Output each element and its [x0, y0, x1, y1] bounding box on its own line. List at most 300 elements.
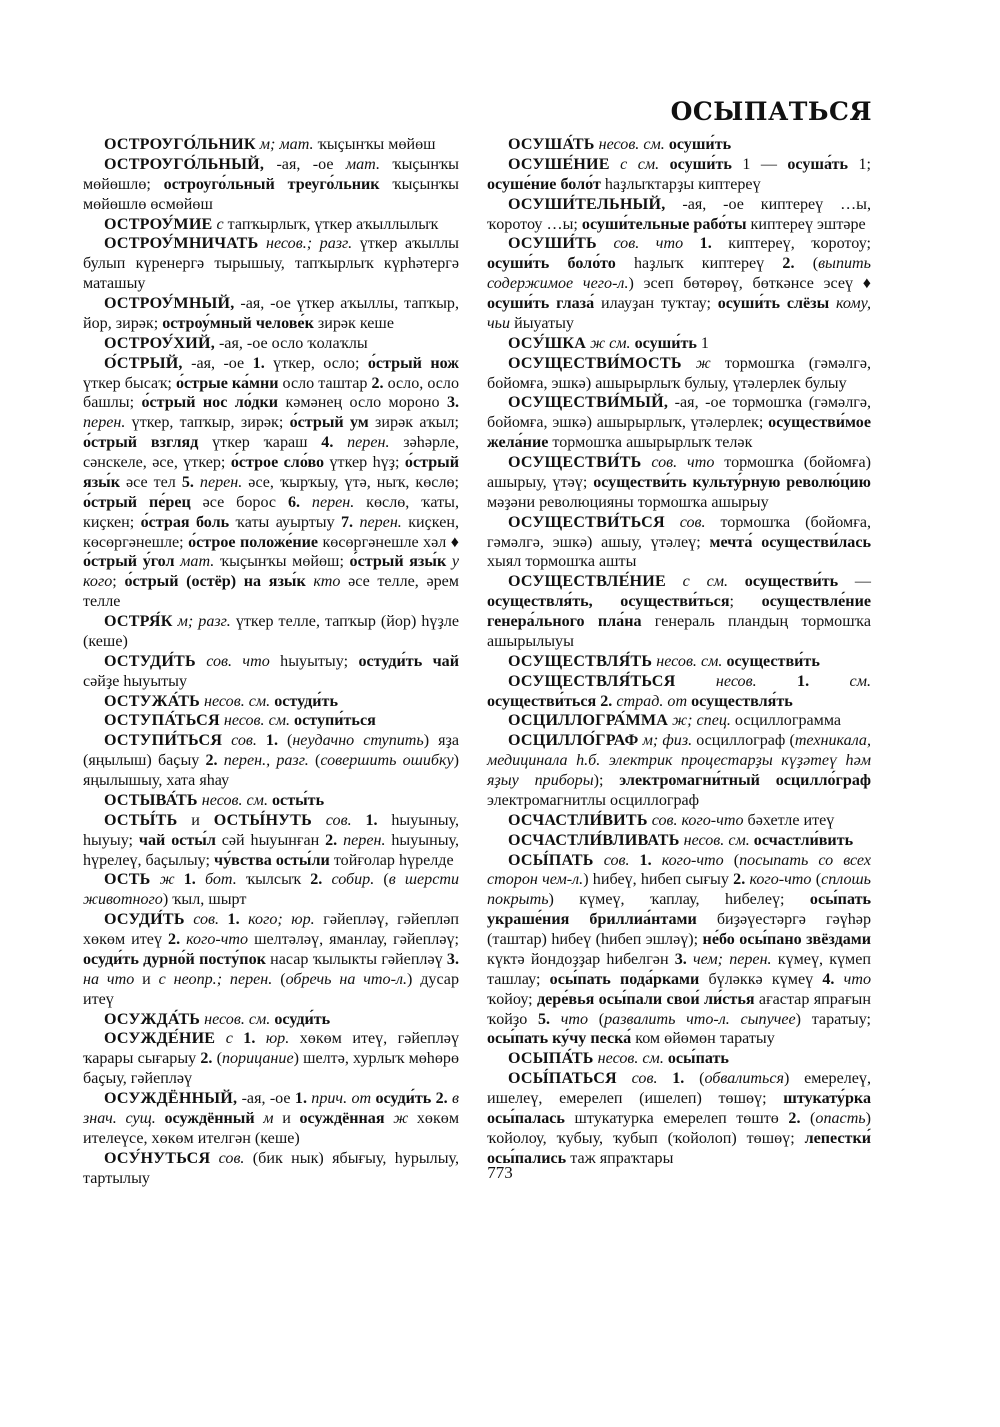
italic-label: в шерсти животного — [83, 871, 460, 909]
italic-label: сов. — [311, 811, 352, 829]
bold-phrase: 2. — [782, 255, 795, 273]
headword: ОСТУДИ́ТЬ — [104, 652, 196, 670]
italic-label: ж см. — [586, 334, 631, 352]
dictionary-entry — [487, 672, 871, 712]
italic-label: с — [215, 1030, 233, 1048]
definition-text: осло таштар — [278, 374, 372, 392]
definition-text: и — [134, 970, 159, 988]
definition-text: ( — [212, 1050, 222, 1068]
italic-label: сов. что — [641, 454, 715, 471]
bold-phrase: осуши́ть — [630, 334, 697, 352]
italic-label: несов. см. — [200, 1010, 271, 1028]
definition-text: һаҙлыҡ киптереү — [615, 255, 783, 273]
italic-label: перен. — [353, 513, 402, 531]
bold-phrase: осуществи́ть — [722, 652, 820, 670]
headword: ОСТРОУГО́ЛЬНЫЙ, — [104, 155, 265, 173]
dictionary-entry — [83, 652, 459, 692]
definition-text: әсе, ҡырҡыу, үтә, ныҡ, көслө; — [242, 473, 459, 491]
definition-text: (бик нык) ябығыу, һурылыу, тартылыу — [83, 1149, 459, 1187]
italic-label: техникала, медицинала һ.б. электрик процестарҙы күҙәтеү һәм яҙыу приборы — [487, 732, 871, 789]
italic-label: кого-что — [180, 931, 249, 948]
headword: ОСТЫ́ТЬ — [104, 811, 178, 829]
definition-text: көсөргәнешле хәл — [318, 533, 451, 551]
bold-phrase: о́стрый язы́к — [349, 553, 447, 571]
bold-phrase: о́строе положе́ние — [188, 533, 319, 551]
italic-label: несов. см. — [197, 791, 268, 809]
headword: ОСТРЯ́К — [104, 613, 173, 630]
bold-phrase: штукату́рка осы́палась — [487, 1090, 871, 1127]
dictionary-entry — [487, 513, 871, 573]
dictionary-entry — [83, 1029, 459, 1089]
bold-phrase: осуша́ть — [787, 155, 849, 173]
definition-text: күктә йондоҙҙар һибелгән — [487, 950, 675, 968]
italic-label: несов. — [675, 672, 757, 690]
definition-text: -ая, -ое осло ҡолаҡлы — [214, 334, 368, 352]
definition-text: и — [273, 1109, 300, 1127]
italic-label: страд. от — [612, 692, 688, 710]
definition-text: ( — [811, 871, 822, 889]
dictionary-entry — [487, 831, 871, 851]
italic-label: сов. что — [195, 652, 270, 670]
dictionary-entry — [487, 195, 871, 235]
definition-text: -ая, -ое — [182, 354, 253, 372]
dictionary-entry — [83, 234, 459, 294]
bold-phrase: ♦ о́стрый у́гол — [83, 533, 459, 571]
definition-text: тормошҡа (бойомға) ашырыу, үтәү; — [487, 454, 871, 491]
headword: ОСУЖДЕ́НИЕ — [104, 1030, 216, 1048]
italic-label: кому, чьи — [487, 295, 871, 332]
dictionary-entry — [487, 393, 871, 453]
definition-text: әсе борос — [190, 493, 288, 511]
bold-phrase: 2. — [733, 871, 746, 889]
bold-phrase: 4. — [822, 970, 835, 988]
italic-label: перен. — [337, 831, 386, 849]
italic-label: ж — [384, 1109, 409, 1127]
italic-label: выпить содержимое чего-л. — [487, 255, 871, 293]
bold-phrase: осуществи́ть культу́рную револю́цию — [593, 473, 871, 491]
bold-phrase: остуди́ть — [270, 692, 338, 710]
italic-label: кто — [305, 573, 341, 591]
definition-text: күмеү, күмеп ташлау; — [487, 950, 871, 988]
bold-phrase: осуждённый — [155, 1109, 255, 1127]
bold-phrase: осуществле́ние генера́льного пла́на — [487, 593, 871, 630]
definition-text: и — [177, 811, 214, 829]
dictionary-entry — [83, 692, 459, 712]
definition-text: сәйҙе һыуытыу — [83, 672, 188, 690]
definition-text: һыуыныу, һүрелеү, баҫылыу; — [83, 831, 459, 869]
italic-label: сов. — [593, 851, 630, 869]
definition-text: ҡылсыҡ — [236, 871, 311, 889]
definition-text: шелтәләү, яманлау, гәйепләү; — [248, 931, 459, 948]
definition-text: әсе телле, әрем телле — [83, 573, 459, 611]
bold-phrase: 4. — [321, 434, 334, 452]
bold-phrase: 6. — [287, 493, 301, 511]
definition-text: -ая, -ое тормошҡа (гәмәлгә, бойомға, эшкә) ашырырлыҡ, үтәлерлек; — [487, 394, 871, 432]
definition-text: ) шелтә, хурлыҡ мөһөрө баҫыу, гәйепләү — [83, 1050, 459, 1088]
dictionary-entry — [487, 811, 871, 831]
headword: ОСУШЕ́НИЕ — [508, 155, 610, 173]
bold-phrase: 3. — [446, 394, 460, 412]
bold-phrase: осы́пать украше́ния бриллиа́нтами — [487, 891, 871, 929]
headword: ОСТЫ́НУТЬ — [213, 811, 312, 829]
headword: ОСЦИЛЛОГРА́ММА — [508, 712, 669, 730]
definition-text: йыуатыу — [510, 314, 574, 332]
headword: ОСТРОУ́ХИЙ, — [104, 334, 215, 352]
italic-label: несов. см. — [219, 712, 291, 730]
definition-text: 1; — [848, 155, 871, 173]
definition-text: бүләккә күмеү — [699, 970, 823, 988]
italic-label: сов. — [222, 732, 257, 750]
italic-label: на что — [83, 970, 135, 988]
italic-label: прич. от — [306, 1090, 372, 1107]
italic-label: ж — [681, 354, 711, 372]
bold-phrase: осы́пать ку́чу песка́ — [487, 1030, 632, 1048]
italic-label: с неопр.; перен. — [158, 970, 273, 988]
bold-phrase: лепестки́ осы́пались — [487, 1129, 871, 1167]
definition-text: үткер бысаҡ; — [83, 374, 176, 392]
italic-label: опасть — [815, 1109, 866, 1127]
right-column — [487, 135, 871, 1169]
definition-text: ҡаты ауыртыу — [229, 513, 341, 531]
bold-phrase: 1. — [256, 732, 278, 750]
definition-text: ( — [277, 732, 293, 750]
italic-label: мат. — [345, 155, 380, 173]
dictionary-entry — [83, 811, 459, 871]
headword: ОСТРОУ́МНИЧАТЬ — [104, 235, 259, 253]
italic-label: сов. — [664, 513, 706, 531]
italic-label: кого; юр. — [239, 911, 315, 929]
italic-label: м; мат. — [255, 136, 314, 153]
dictionary-entry — [487, 1049, 871, 1069]
dictionary-entry — [83, 612, 459, 652]
bold-phrase: 3. — [446, 950, 459, 968]
italic-label: совершить ошибку — [320, 752, 454, 770]
italic-label: что — [550, 1010, 589, 1028]
headword: ОСУЖДЁННЫЙ, — [104, 1090, 238, 1107]
definition-text: ); — [593, 772, 620, 789]
bold-phrase: не́бо осы́пано звёздами — [702, 931, 871, 948]
italic-label: сплошь покрыть — [487, 871, 871, 909]
italic-label: с — [212, 215, 224, 233]
italic-label: в знач. сущ. — [83, 1090, 459, 1127]
italic-label: посыпать со всех сторон чем-л. — [487, 851, 871, 889]
definition-text: хөкөм ителеүсе, хөкөм ителгән (кеше) — [83, 1109, 460, 1147]
definition-text: тапҡырлыҡ, үткер аҡыллылыҡ — [223, 215, 439, 233]
italic-label: собир. — [322, 871, 375, 889]
definition-text: ) һибеү, һибеп сығыу — [583, 871, 734, 889]
definition-text: ҡыҫынҡы мөйөш — [313, 136, 436, 153]
headword: ОСУЩЕСТВЛЕ́НИЕ — [508, 573, 666, 591]
headword: ОСТУПА́ТЬСЯ — [104, 712, 220, 730]
definition-text: осциллограмма — [730, 712, 842, 730]
headword: ОСУЩЕСТВИ́МЫЙ, — [508, 394, 669, 412]
definition-text: ) таратыу; — [795, 1010, 871, 1028]
italic-label: порицание — [221, 1050, 294, 1068]
bold-phrase: 2. — [788, 1109, 801, 1127]
definition-text: насар ҡылыкты гәйепләү — [265, 950, 447, 968]
definition-text: -ая, -ое үткер аҡыллы, тапҡыр, йор, зирәк; — [83, 295, 459, 332]
italic-label: неудачно ступить — [292, 732, 424, 750]
dictionary-entry — [83, 1089, 459, 1149]
bold-phrase: осчастли́вить — [749, 831, 854, 849]
definition-text: тормошҡа ашырырлыҡ теләк — [548, 434, 753, 452]
definition-text: тойғолар һүрелде — [329, 851, 454, 869]
bold-phrase: дере́вья осы́пали свои́ ли́стья — [537, 990, 755, 1008]
definition-text: ; — [729, 593, 762, 611]
bold-phrase: осуществля́ть — [687, 692, 793, 710]
headword: ОСУША́ТЬ — [508, 136, 595, 153]
headword: ОСЫ́ПАТЬСЯ — [508, 1070, 617, 1088]
bold-phrase: осуши́ть боло́то — [487, 255, 616, 273]
bold-phrase: осуше́ние боло́т — [487, 175, 601, 193]
definition-text: осциллограф ( — [692, 732, 795, 750]
bold-phrase: о́стрый ум — [289, 414, 369, 432]
italic-label: несов. см. — [593, 1050, 664, 1068]
definition-text: ) күмеү, ҡаплау, һибелеү; — [548, 891, 810, 909]
definition-text: зәһәрле, сәнскеле, әсе, үткер; — [83, 434, 459, 471]
dictionary-entry — [83, 711, 459, 731]
dictionary-entry — [83, 215, 459, 235]
bold-phrase: о́стрый взгляд — [83, 434, 199, 452]
bold-phrase: осты́ть — [267, 791, 325, 809]
dictionary-entry — [83, 910, 459, 1009]
definition-text: ҡыҫынҡы мөйөшлө; — [83, 155, 459, 193]
italic-label: обвалиться — [704, 1070, 784, 1088]
definition-text: ҡыҫынҡы мөйөш; — [214, 553, 350, 571]
italic-label: перен. — [300, 493, 355, 511]
headword: ОСЦИЛЛО́ГРАФ — [508, 732, 639, 750]
dictionary-entry — [83, 731, 459, 791]
definition-text: үткер аҡыллы булып күренергә тырышыу, тапҡырлыҡ күрһәтергә маташыу — [83, 235, 459, 293]
dictionary-entry — [487, 652, 871, 672]
bold-phrase: 1. — [174, 871, 196, 889]
headword: ОСЧАСТЛИ́ВЛИВАТЬ — [508, 831, 680, 849]
bold-phrase: 1. — [629, 851, 652, 869]
bold-phrase: осуши́ть — [659, 155, 732, 173]
bold-phrase: остроу́мный челове́к — [162, 314, 314, 332]
definition-text: тормошҡа (гәмәлгә, бойомға, эшкә) ашырырлыҡ булыу, үтәлерлек булыу — [487, 354, 871, 392]
definition-text: ағастар япрағын ҡойҙо — [487, 990, 871, 1028]
bold-phrase: о́строе сло́во — [230, 454, 325, 471]
bold-phrase: 5. — [537, 1010, 551, 1028]
italic-label: ж — [150, 871, 175, 889]
italic-label: несов. см. — [652, 652, 723, 670]
bold-phrase: 1. — [294, 1090, 307, 1107]
bold-phrase: электромагни́тный осцилло́граф — [619, 772, 871, 789]
bold-phrase: 1. — [657, 1070, 685, 1088]
bold-phrase: осы́пать — [663, 1050, 729, 1068]
left-column — [83, 135, 459, 1188]
definition-text: ) ҡойолоу, ҡубыу, ҡубып (ҡойолоп) төшөү; — [487, 1109, 871, 1147]
dictionary-entry — [487, 711, 871, 731]
bold-phrase: 2. — [371, 374, 384, 392]
headword: ОСУ́НУТЬСЯ — [104, 1149, 211, 1167]
definition-text: ) дусар итеү — [83, 970, 459, 1008]
bold-phrase: остуди́ть чай — [358, 652, 459, 670]
dictionary-entry — [487, 155, 871, 195]
italic-label: м — [254, 1109, 274, 1127]
definition-text: ) емерелеү, ишелеү, емерелеп (ишелеп) төшөү; — [487, 1070, 871, 1107]
headword: О́СТРЫЙ, — [104, 354, 183, 372]
bold-phrase: 3. — [674, 950, 687, 968]
definition-text: илауҙан туҡтау; — [594, 295, 718, 312]
italic-label: несов. см. — [679, 831, 750, 849]
italic-label: кого-что — [651, 851, 724, 869]
bold-phrase: мечта́ осуществи́лась — [709, 533, 871, 551]
definition-text: һыуыныу, һыуыу; — [83, 811, 459, 849]
bold-phrase: 2. — [205, 752, 218, 770]
bold-phrase: осуши́тельные рабо́ты — [581, 215, 747, 233]
italic-label: чем; перен. — [686, 950, 772, 968]
bold-phrase: чай осты́л — [138, 831, 216, 849]
definition-text: үткер, тапҡыр, зирәк; — [125, 414, 290, 432]
dictionary-entry — [487, 1069, 871, 1168]
definition-text: гәйепләү, гәйепләп хөкөм итеү — [83, 911, 460, 948]
bold-phrase: 7. — [341, 513, 354, 531]
headword: ОСТУЖА́ТЬ — [104, 692, 200, 710]
headword: ОСУШИ́ТЕЛЬНЫЙ, — [508, 195, 666, 213]
definition-text: ( — [800, 1109, 816, 1127]
headword: ОСТУПИ́ТЬСЯ — [104, 732, 223, 750]
dictionary-entry — [83, 294, 459, 334]
bold-phrase: 5. — [181, 473, 194, 491]
running-head: ОСЫПАТЬСЯ — [670, 97, 872, 126]
bold-phrase: 2. — [310, 871, 323, 889]
bold-phrase: о́стрые ка́мни — [175, 374, 279, 392]
headword: ОСУЖДА́ТЬ — [104, 1010, 201, 1028]
headword: ОСУЩЕСТВИ́МОСТЬ — [508, 354, 682, 372]
bold-phrase: о́стрый нос ло́дки — [141, 394, 279, 412]
dictionary-entry — [487, 851, 871, 1050]
dictionary-entry — [83, 354, 459, 612]
definition-text: ( — [272, 970, 286, 988]
italic-label: несов. см. — [594, 136, 665, 153]
definition-text: хыял тормошҡа ашты — [487, 553, 637, 571]
headword: ОСУЩЕСТВИ́ТЬ — [508, 454, 642, 471]
definition-text: -ая, -ое — [237, 1090, 295, 1107]
definition-text: ; — [112, 573, 125, 591]
definition-text: ҡыҫынҡы мөйөшлө өсмөйөш — [83, 175, 459, 213]
italic-label: несов. см. — [199, 692, 271, 710]
definition-text: ) ҡыл, шырт — [162, 891, 247, 909]
italic-label: обречь на что-л. — [285, 970, 407, 988]
definition-text: ) эсеп бөтөрөү, бөткәнсе эсеү — [628, 275, 863, 293]
definition-text: электромагнитлы осциллограф — [487, 791, 700, 809]
definition-text: ( — [684, 1070, 705, 1088]
bold-phrase: 1. — [756, 672, 810, 690]
definition-text: ) яңылышыу, хата яһау — [83, 752, 459, 789]
headword: ОСТРОУГО́ЛЬНИК — [104, 136, 256, 153]
dictionary-entry — [83, 791, 459, 811]
bold-phrase: осуши́ть слёзы — [717, 295, 830, 312]
italic-label: ж; спец. — [668, 712, 731, 730]
definition-text: киптереү, ҡоротоу; — [711, 235, 871, 253]
bold-phrase: 2. — [168, 931, 181, 948]
bold-phrase: о́стрый язы́к — [83, 454, 459, 491]
italic-label: несов.; разг. — [258, 235, 353, 253]
definition-text: зирәк аҡыл; — [368, 414, 460, 432]
definition-text: һыуытыу; — [269, 652, 359, 670]
italic-label: что — [834, 970, 872, 988]
dictionary-entry — [487, 731, 871, 811]
italic-label: развалить что-л. сыпучее — [604, 1010, 796, 1028]
definition-text: ком өйөмөн таратыу — [631, 1030, 775, 1048]
bold-phrase: осуществи́ться 2. — [487, 692, 613, 710]
definition-text: киҫкен, көсөргәнешле; — [83, 513, 459, 551]
italic-label: м; физ. — [638, 732, 693, 750]
definition-text: ( — [308, 752, 321, 770]
definition-text: ( — [723, 851, 740, 869]
headword: ОСУЩЕСТВИ́ТЬСЯ — [508, 513, 665, 531]
definition-text: -ая, -ое киптереү …ы, ҡоротоу …ы; — [487, 195, 871, 233]
headword: ОСУЩЕСТВЛЯ́ТЬСЯ — [508, 672, 676, 690]
italic-label: перен. — [193, 473, 243, 491]
definition-text: үткер телле, тапҡыр (йор) һүҙле (кеше) — [83, 613, 460, 650]
italic-label: мат. — [174, 553, 215, 571]
bold-phrase: осуществи́мое жела́ние — [487, 414, 871, 452]
headword: ОСУДИ́ТЬ — [104, 911, 185, 929]
definition-text: -ая, -ое — [264, 155, 346, 173]
dictionary-entry — [487, 234, 871, 333]
headword: ОСУШИ́ТЬ — [508, 235, 597, 253]
italic-label: сов. — [616, 1070, 658, 1088]
bold-phrase: 1. — [252, 354, 265, 372]
italic-label: перен. — [333, 434, 390, 452]
bold-phrase: оступи́ться — [290, 712, 376, 730]
dictionary-entry — [83, 135, 459, 155]
definition-text: киптереү эштәре — [746, 215, 866, 233]
definition-text: бәхетле итеү — [743, 811, 835, 829]
dictionary-entry — [487, 354, 871, 394]
dictionary-entry — [487, 453, 871, 513]
dictionary-entry — [83, 870, 459, 910]
definition-text: мәҙәни революцияны тормошҡа ашырыу — [487, 493, 769, 511]
headword: ОСУЩЕСТВЛЯ́ТЬ — [508, 652, 653, 670]
definition-text: үткер һүҙ; — [324, 454, 405, 471]
bold-phrase: осуществля́ть, осуществи́ться — [487, 593, 730, 611]
definition-text: 1 — [696, 334, 709, 352]
definition-text: үткер, осло; — [264, 354, 368, 372]
page-number: 773 — [487, 1163, 513, 1182]
bold-phrase: о́стрый (остёр) на язы́к — [124, 573, 306, 591]
bold-phrase: осуди́ть дурно́й посту́пок — [83, 950, 266, 968]
headword: ОСЧАСТЛИ́ВИТЬ — [508, 811, 648, 829]
dictionary-entry — [83, 334, 459, 354]
definition-text: ( — [794, 255, 819, 273]
italic-label: перен., разг. — [217, 752, 309, 770]
bold-phrase: осуждённая — [299, 1109, 385, 1127]
bold-phrase: 2. — [325, 831, 338, 849]
italic-label: с см. — [665, 573, 729, 591]
bold-phrase: осуши́ть — [664, 136, 732, 153]
definition-text: көслө, ҡаты, киҫкен; — [83, 493, 460, 531]
definition-text: генераль пландың тормошҡа ашырылыуы — [487, 613, 871, 650]
bold-phrase: 1. — [232, 1030, 256, 1048]
italic-label: сов. — [184, 911, 220, 929]
italic-label: перен. — [83, 414, 126, 432]
definition-text: осло, осло башлы; — [83, 374, 459, 412]
definition-text: зирәк кеше — [313, 314, 394, 332]
definition-text: сәй һыуынған — [215, 831, 326, 849]
dictionary-entry — [487, 334, 871, 354]
headword: ОСТРОУ́МНЫЙ, — [104, 295, 235, 312]
definition-text: ( — [374, 871, 389, 889]
definition-text: таж япраҡтары — [566, 1149, 674, 1167]
bold-phrase: осуди́ть 2. — [371, 1090, 448, 1107]
bold-phrase: осуди́ть — [270, 1010, 331, 1028]
definition-text: һаҙлыҡтарҙы киптереү — [600, 175, 761, 193]
definition-text: кәмәнең осло мороно — [278, 394, 447, 412]
